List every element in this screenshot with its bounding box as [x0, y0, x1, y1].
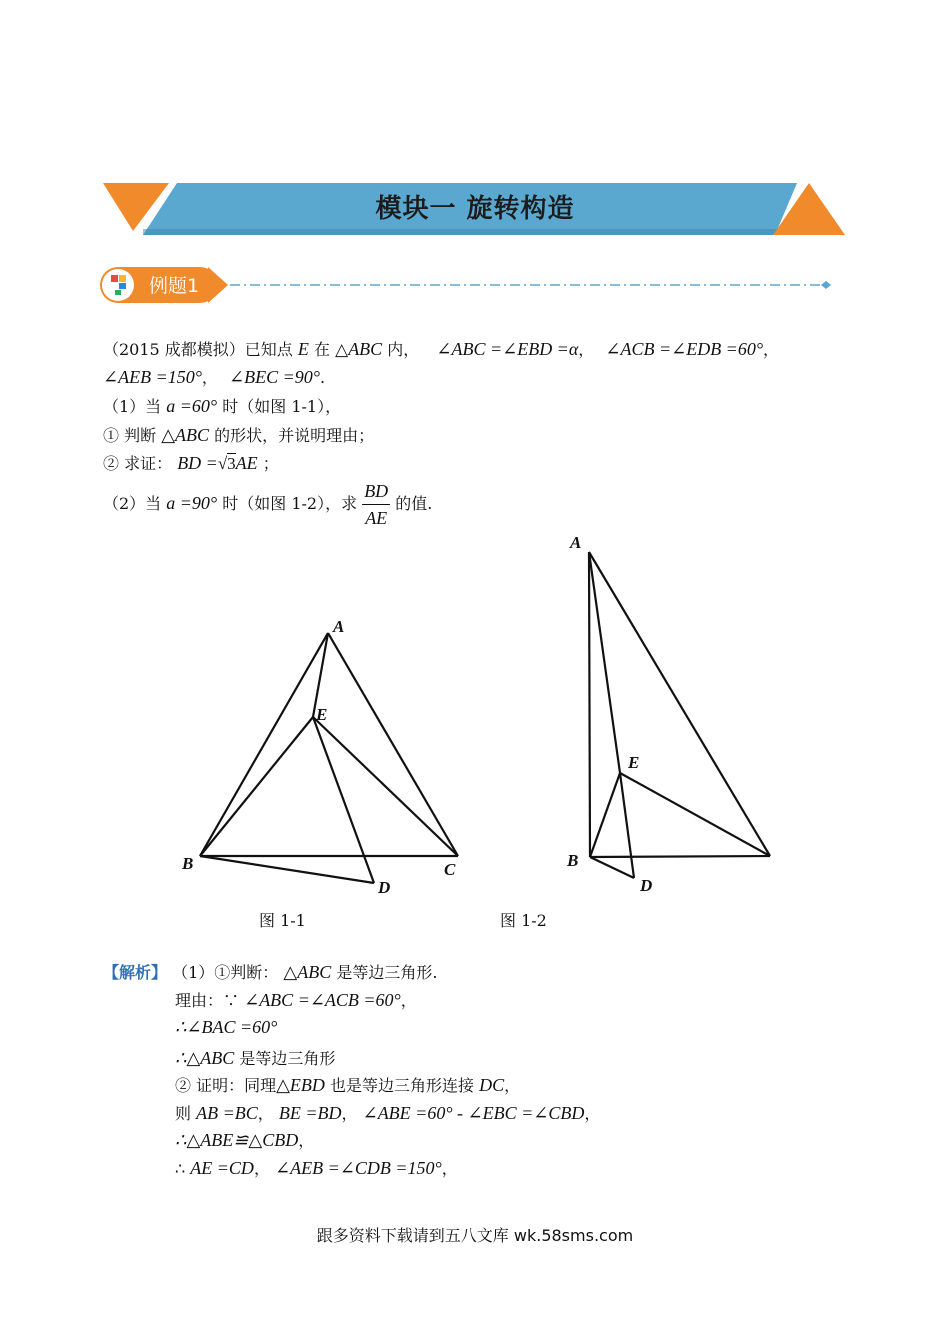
sqrt-radicand: 3 [227, 454, 236, 473]
condition-angle-acb: ∠ACB =∠EDB =60° [605, 339, 764, 359]
answer-line-2 [175, 989, 417, 1012]
comma: ， [400, 991, 417, 1010]
part2-text: 时（如图 1-2），求 [222, 494, 358, 513]
condition-angle-bec: ∠BEC =90° [229, 367, 320, 387]
figure-1-1 [200, 633, 458, 883]
reason-angles: ∠ABC =∠ACB =60° [244, 990, 401, 1010]
segment-dc: DC [479, 1075, 505, 1095]
figure-1-1-caption: 图 1-1 [259, 911, 306, 930]
triangle-abc: ABC [348, 339, 383, 359]
answer-line-6 [175, 1102, 600, 1125]
triangle-ebd: △EBD [276, 1075, 325, 1095]
comma: ， [441, 1159, 458, 1178]
part2-end: 的值. [395, 494, 433, 513]
q1-triangle: △ABC [161, 425, 210, 445]
part1-label: （1）当 [103, 397, 162, 416]
eq-angle-aeb-cdb: ∠AEB =∠CDB =150° [275, 1158, 442, 1178]
question-bulb-icon [108, 273, 130, 297]
eq-angle-abe: ∠ABE =60° - ∠EBC =∠CBD [362, 1103, 585, 1123]
q2-ae: AE [235, 453, 258, 473]
eq-ae-cd: AE =CD [190, 1158, 254, 1178]
fraction-bd-over-ae [362, 478, 390, 531]
reason-label: 理由：∵ [175, 991, 240, 1010]
fraction-denominator: AE [365, 508, 388, 528]
footer-text: 跟多资料下载请到五八文库 wk.58sms.com [316, 1226, 634, 1245]
fig1-label-c: C [444, 860, 456, 879]
condition-angle-abc: ∠ABC =∠EBD =α [436, 339, 579, 359]
semicolon: ； [262, 454, 279, 473]
congruence-statement: ∴△ABE≌△CBD [175, 1130, 299, 1150]
banner-bar-shadow [143, 229, 777, 235]
comma: ， [584, 1104, 601, 1123]
comma: ， [298, 1131, 315, 1150]
text-inside: 内， [387, 340, 420, 359]
sqrt-symbol: √ [217, 454, 228, 473]
answer-triangle-abc: △ABC [283, 962, 332, 982]
proof-label: ② 证明：同理 [175, 1076, 277, 1095]
example-label: 例题1 [149, 275, 200, 297]
answer-conclusion: 是等边三角形. [336, 963, 438, 982]
answer-line-3: ∴∠BAC =60° [175, 1017, 278, 1037]
eq-be-bd: BE =BD [278, 1103, 342, 1123]
q2-bd: BD = [177, 453, 218, 473]
comma: ， [201, 368, 218, 387]
problem-part1-q1 [103, 424, 374, 447]
fig1-label-d: D [378, 878, 391, 895]
fig1-label-e: E [316, 705, 328, 724]
period: . [319, 368, 326, 387]
connect-text: 也是等边三角形连接 [330, 1076, 475, 1095]
eq-ab-bc: AB =BC [196, 1103, 258, 1123]
part2-alpha: a =90° [166, 493, 218, 513]
problem-part1-q2 [103, 452, 279, 475]
comma: ， [763, 340, 780, 359]
text-in: 在 [314, 340, 331, 359]
triangle-symbol: △ [335, 340, 349, 359]
part1-text: 时（如图 1-1）， [222, 397, 342, 416]
answer-line-5 [175, 1074, 520, 1097]
comma: ， [504, 1076, 521, 1095]
q1-label: ① 判断 [103, 426, 157, 445]
figure-1-2-caption: 图 1-2 [500, 911, 547, 930]
problem-line-2 [103, 366, 325, 389]
comma: ， [341, 1104, 358, 1123]
q1-text: 的形状，并说明理由； [214, 426, 375, 445]
fig2-label-e: E [628, 753, 640, 772]
answer-part1-label: （1）①判断： [172, 963, 279, 982]
banner-title: 模块一 旋转构造 [375, 194, 575, 224]
point-e: E [297, 339, 309, 359]
problem-part2 [103, 478, 432, 531]
therefore-triangle: ∴△ABC [175, 1048, 235, 1068]
part1-alpha: a =60° [166, 396, 218, 416]
problem-part1 [103, 395, 341, 418]
answer-tag: 【解析】 [103, 963, 168, 982]
equilateral-text: 是等边三角形 [239, 1049, 336, 1068]
figure-1-2 [589, 552, 770, 878]
fig2-label-a: A [570, 533, 582, 552]
problem-source: （2015 成都模拟）已知点 [103, 340, 293, 359]
fraction-numerator: BD [362, 478, 390, 505]
geometry-figures [170, 525, 810, 895]
part2-label: （2）当 [103, 494, 162, 513]
then-label: 则 [175, 1104, 192, 1123]
fig2-label-b: B [567, 851, 579, 870]
q2-label: ② 求证： [103, 454, 173, 473]
fig1-label-a: A [333, 617, 345, 636]
answer-line-8 [175, 1157, 458, 1180]
comma: ， [257, 1104, 274, 1123]
comma: ， [578, 340, 595, 359]
fig1-label-b: B [182, 854, 194, 873]
answer-line-7 [175, 1129, 314, 1152]
condition-angle-aeb: ∠AEB =150° [103, 367, 202, 387]
fig2-label-d: D [640, 876, 653, 895]
problem-line-1 [103, 338, 779, 361]
comma: ， [253, 1159, 270, 1178]
example-heading-bar [98, 266, 838, 304]
answer-line-1 [103, 961, 437, 984]
therefore-symbol: ∴ [175, 1159, 186, 1178]
answer-line-4 [175, 1047, 335, 1070]
